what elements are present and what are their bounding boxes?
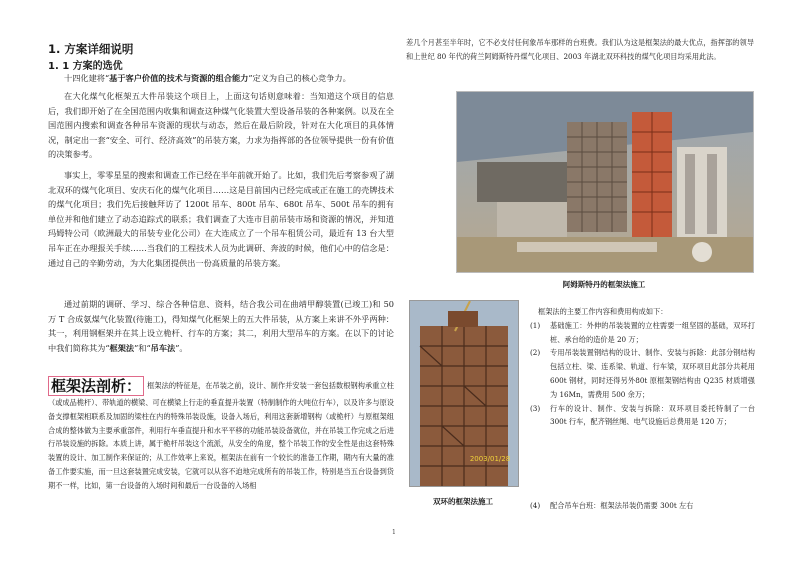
- subsection-heading: 1. 1 方案的选优: [48, 61, 123, 72]
- paragraph-survey: 事实上，零零星星的搜索和调查工作已经在半年前就开始了。比如，我们先后考察参观了湖北双环的煤气化项目、安庆石化的煤气化项目……这是目前国内已经完成或正在施工的壳牌技术的煤气化项目；我们先后接触拜访了 1200t 吊车、800t 吊车、680t 吊车、500t 吊车的拥有单位并和他们建立了动态追踪式的联系；我们调查了大连市目前吊装市场和资源的情况，并知道玛姆特公司（欧洲最大的吊装专业化公司）在大连成立了一个吊车租赁公司，最近有 13 台大型吊车正在办理报关手续……当我们的工程技术人员为此调研、奔波的时候，他们心中的信念是：通过自己的辛勤劳动，为大化集团提供出一份高质量的吊装方案。: [48, 170, 394, 268]
- p4-post: ”。: [175, 342, 188, 353]
- amsterdam-site-photo: [456, 91, 754, 273]
- list-item-text: 专用吊装装置钢结构的设计、制作、安装与拆除：此部分钢结构包括立柱、梁、连系梁、轨道、行车梁，双环项目此部分共耗用 600t 钢材，同时还得另外80t 原框架钢结构由 Q235 材质增强为 16Mn，需费用 500 余万；: [550, 348, 755, 399]
- p1-post: ”定义为自己的核心竞争力。: [248, 73, 351, 83]
- list-item-num: (4): [530, 501, 541, 510]
- list-item: [530, 402, 755, 430]
- photo-date-stamp: 2003/01/28: [469, 455, 511, 463]
- list-item: [530, 346, 755, 401]
- frame-method-cost-list: [530, 305, 755, 429]
- frame-method-analysis: [48, 376, 394, 493]
- page-number: 1: [392, 529, 396, 536]
- p1-bold: 基于客户价值的技术与资源的组合能力: [109, 73, 249, 83]
- list-item-num: (3): [530, 403, 541, 413]
- paragraph-project-intro: 在大化煤气化框架五大件吊装这个项目上，上面这句话则意味着：当知道这个项目的信息后，我们即开始了在全国范围内收集和调查这种煤气化装置大型设备吊装的各种案例。以及在全国范围内搜索和调查各种吊车资源的现状与动态，然后在最后阶段，针对在大化项目的具体情况，制定出一套“安全、可行、经济高效”的吊装方案，力求为指挥部的各位领导提供一份有价值的决策参考。: [48, 91, 394, 160]
- paragraph-two-methods: [48, 297, 394, 355]
- p4-pre: 通过前期的调研、学习、综合各种信息、资料，结合我公司在曲靖甲醇装置(已竣工)和 50 万 T 合成氨煤气化装置(待施工)，得知煤气化框架上的五大件吊装，从方案上来讲不外乎两种：其一，利用钢框架并在其上设立桅杆、行车的方案；其二，利用大型吊车的方案。在以下的讨论中我们简称其为“: [48, 299, 394, 353]
- list-item: [530, 499, 755, 513]
- list-item-text: 配合吊车台班：框架法吊装仍需要 300t 左右: [550, 501, 694, 510]
- amsterdam-photo-caption: 阿姆斯特丹的框架法施工: [562, 280, 646, 289]
- p4-mid: ”和“: [134, 342, 151, 353]
- cost-list-intro: 框架法的主要工作内容和费用构成如下：: [538, 307, 668, 316]
- frame-method-title: 框架法剖析：: [48, 376, 144, 396]
- p4-bold-frame: 框架法: [109, 342, 135, 353]
- frame-method-text: 框架法的特征是，在吊装之前，设计、制作并安装一套包括数根钢构承重立柱（或成品桅杆）、带轨道的横梁、可在横梁上行走的垂直提升装置（特制制作的大吨位行车），以及许多与原设备支撑框架相联系及加固的梁柱在内的特殊吊装设施，设备入场后，利用这套新增钢构（或桅杆）与原框架组合成的整体做为主要承重部件，利用行车垂直提升和水平平移的功能吊装设备就位，并在吊装工作完成之后进行吊装设施的拆除。本质上讲，属于桅杆吊装这个流派，从安全的角度，整个吊装工作的安全性是由这套特殊装置的设计、加工制作来保证的；从工作效率上来说，框架法在前有一个较长的准备工作期，期内有大量的准备工作要实施，而一旦这套装置完成安装，它就可以从容不迫地完成所有的吊装工作，特别是当五台设备到货期不一样，比如，第一台设备的入场时间和最后一台设备的入场相: [48, 381, 394, 490]
- p1-pre: 十四化建将“: [64, 73, 110, 83]
- shuanghuan-photo-caption: 双环的框架法施工: [433, 497, 493, 506]
- list-item-text: 基础施工：外伸的吊装装置的立柱需要一组坚固的基础，双环打桩、承台给的造价是 20 万；: [550, 320, 755, 344]
- list-item: [530, 319, 755, 347]
- section-heading: 1. 方案详细说明: [48, 42, 134, 56]
- paragraph-core-competence: [48, 71, 394, 86]
- shuanghuan-site-photo: [409, 300, 519, 487]
- list-item-num: (2): [530, 348, 541, 358]
- p4-bold-crane: 吊车法: [150, 342, 176, 353]
- list-item-text: 行车的设计、制作、安装与拆除：双环项目委托特制了一台 300t 行车，配齐钢丝绳、电气设施后总费用是 120 万；: [550, 403, 755, 427]
- right-top-paragraph: 差几个月甚至半年时，它不必支付任何象吊车那样的台班费。我们认为这是框架法的最大优点，指挥部的领导和上世纪 80 年代的荷兰阿姆斯特丹煤气化项目、2003 年湖北双环科技的煤气化项目均采用此法。: [406, 38, 754, 61]
- list-item-num: (1): [530, 320, 541, 330]
